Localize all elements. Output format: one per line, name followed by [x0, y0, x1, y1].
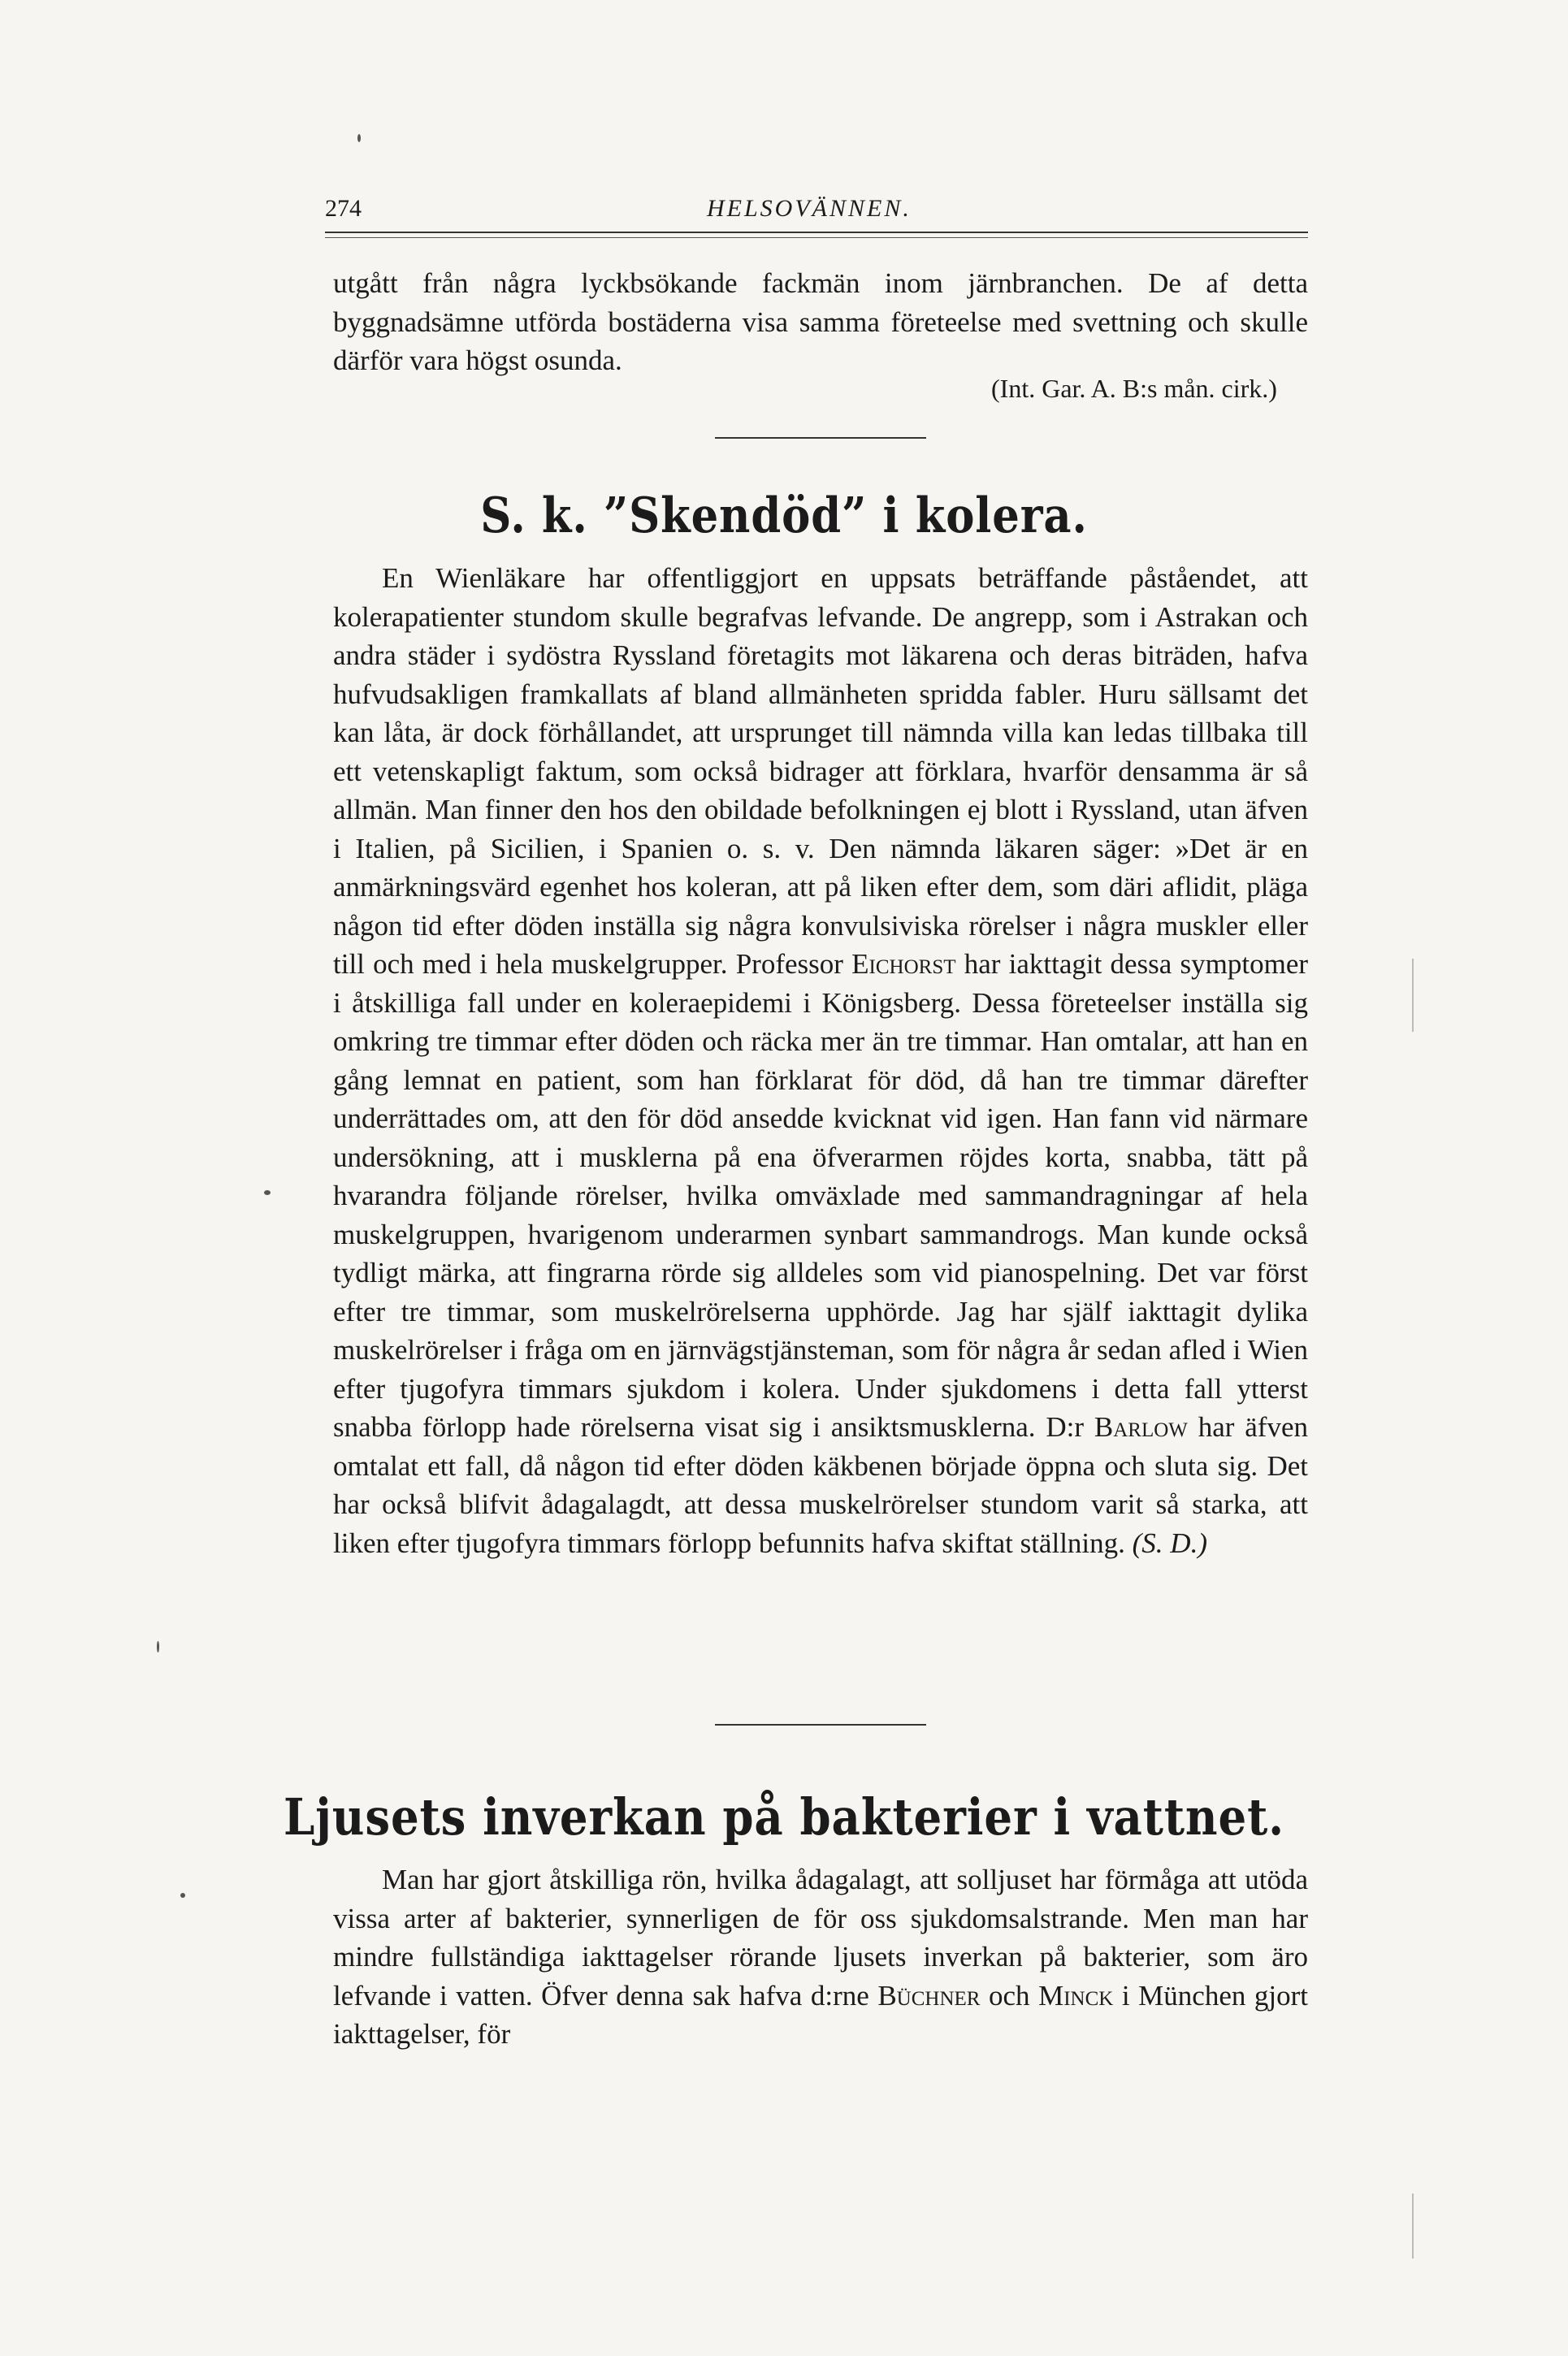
- name-barlow: Barlow: [1094, 1411, 1188, 1443]
- name-minck: Minck: [1038, 1979, 1114, 2012]
- article1-paragraph: utgått från några lyckbsökande fackmän inom järnbranchen. De af detta byggnadsämne utförda bostäderna visa samma företeelse med svettning och skulle därför vara högst osunda.: [333, 267, 1308, 376]
- name-buchner: Büchner: [877, 1979, 981, 2012]
- article3-conjunction: och: [989, 1979, 1030, 2012]
- scan-edge-mark: [1412, 2194, 1414, 2259]
- title-dr: D:r: [1046, 1411, 1085, 1443]
- article1-continuation: [333, 264, 1308, 380]
- article2-paragraph: [333, 559, 1308, 1562]
- page-header: [325, 190, 1308, 229]
- page-number: 274: [325, 195, 362, 222]
- article3-body: [333, 1860, 1308, 2054]
- article2-text-2: har iakttagit dessa symptomer i åtskilliga fall under en koleraepidemi i Königsberg. Dessa företeelser inställa sig omkring tre timmar efter döden och räcka mer än tre timmar. Han omtalar, att han en gång lemnat en patient, som han förklarat för död, då han tre timmar därefter underrättades om, att den för död ansedde kvicknat vid igen. Han fann vid närmare undersökning, att i musklerna på ena öfverarmen röjdes korta, snabba, tätt på hvarandra följande rörelser, hvilka omväxlade med sammandragningar af hela muskelgruppen, hvarigenom underarmen synbart sammandrogs. Man kunde också tydligt märka, att fingrarna rörde sig alldeles som vid pianospelning. Det var först efter tre timmar, som muskelrörelserna upphörde. Jag har själf iakttagit dylika muskelrörelser i fråga om en järnvägstjänsteman, som för några år sedan afled i Wien efter tjugofyra timmars sjukdom i kolera. Under sjukdomens i detta fall ytterst snabba förlopp hade rörelserna visat sig i ansiktsmusklerna.: [333, 948, 1309, 1443]
- article3-heading: Ljusets inverkan på bakterier i vattnet.: [283, 1787, 1285, 1847]
- article3-paragraph: [333, 1860, 1308, 2054]
- article2-text-1: En Wienläkare har offentliggjort en uppsats beträffande påståendet, att kolerapatienter stundom skulle begrafvas lefvande. De angrepp, som i Astrakan och andra städer i sydöstra Ryssland företagits mot läkarena och deras biträden, hafva hufvudsakligen framkallats af bland allmänheten spridda fabler. Huru sällsamt det kan låta, är dock förhållandet, att ursprunget till nämnda villa kan ledas tillbaka till ett vetenskapligt faktum, som också bidrager att förklara, hvarför densamma är så allmän. Man finner den hos den obildade befolkningen ej blott i Ryssland, utan äfven i Italien, på Sicilien, i Spanien o. s. v. Den nämnda läkaren säger: »Det är en anmärkningsvärd egenhet hos koleran, att på liken efter dem, som däri aflidit, pläga någon tid efter döden inställa sig några konvulsiviska rörelser i några muskler eller till och med i hela muskelgrupper. Professor: [333, 562, 1308, 980]
- running-title: HELSOVÄNNEN.: [707, 195, 912, 222]
- article2-text-3: har äfven omtalat ett fall, då någon tid efter döden käkbenen började öppna och sluta sig. Det har också blifvit ådagalagdt, att dessa muskelrörelser stundom varit så starka, att liken efter tjugofyra timmars förlopp befunnits hafva skiftat ställning.: [333, 1411, 1308, 1559]
- name-eichhorst: Eichorst: [851, 948, 956, 980]
- article1-citation: (Int. Gar. A. B:s mån. cirk.): [991, 374, 1277, 403]
- article2-heading: S. k. ”Skendöd” i kolera.: [480, 487, 1088, 544]
- section-divider: [715, 1724, 926, 1726]
- article3-text-2: i München gjort iakttagelser, för: [333, 1979, 1308, 2050]
- scan-speck: [264, 1190, 271, 1195]
- scan-speck: [357, 134, 361, 142]
- scan-speck: [180, 1893, 185, 1898]
- section-divider: [715, 437, 926, 439]
- article2-signature: (S. D.): [1132, 1527, 1207, 1559]
- article2-body: [333, 559, 1308, 1562]
- article3-text-1: Man har gjort åtskilliga rön, hvilka ådagalagt, att solljuset har förmåga att utöda vissa arter af bakterier, synnerligen de för oss sjukdomsalstrande. Men man har mindre fullständiga iakttagelser rörande ljusets inverkan på bakterier, som äro lefvande i vatten. Öfver denna sak hafva d:rne: [333, 1864, 1308, 2012]
- scan-speck: [157, 1641, 159, 1652]
- header-rule: [325, 232, 1308, 238]
- scan-edge-mark: [1412, 959, 1414, 1032]
